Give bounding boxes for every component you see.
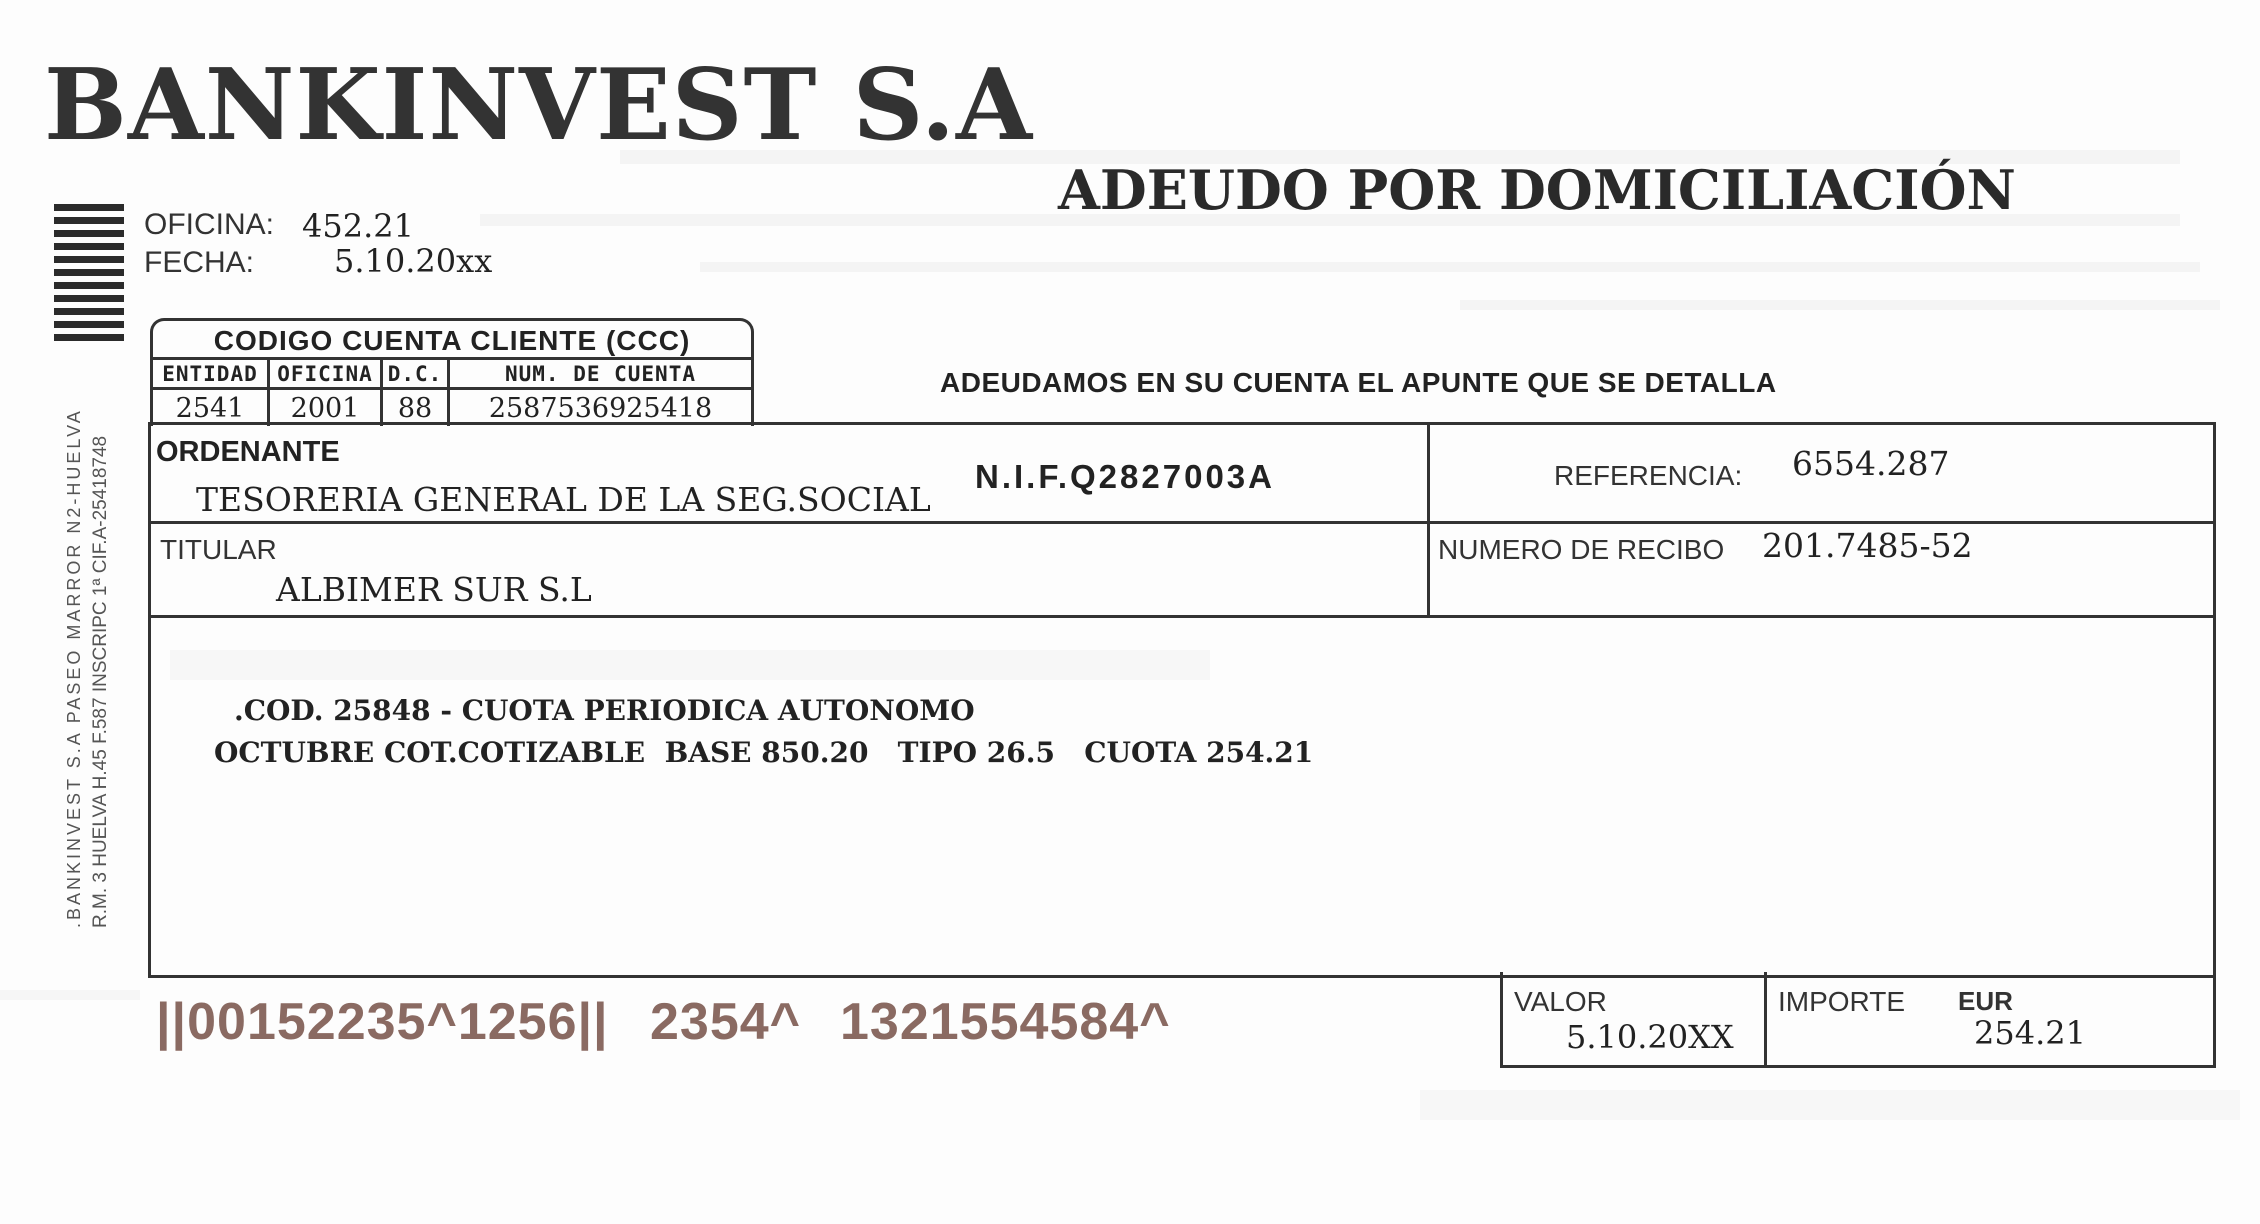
ccc-value-dc: 88	[383, 390, 450, 426]
ordenante-name: TESORERIA GENERAL DE LA SEG.SOCIAL	[196, 480, 931, 519]
oficina-value: 452.21	[302, 207, 414, 245]
oficina-label: OFICINA:	[144, 208, 275, 241]
bank-logo-name: BANKINVEST S.A	[44, 48, 1034, 163]
divider	[1427, 425, 1430, 618]
recibo-value: 201.7485-52	[1762, 526, 1973, 565]
valor-label: VALOR	[1514, 986, 1607, 1017]
side-address-line-1: .BANKINVEST S.A PASEO MARROR N2-HUELVA	[64, 408, 84, 928]
micr-code-part-1: ||00152235^1256||	[156, 993, 609, 1051]
concepto-line-2: OCTUBRE COT.COTIZABLE BASE 850.20 TIPO 26.5 CUOTA 254.21	[214, 736, 1314, 769]
concepto-line-1: .COD. 25848 - CUOTA PERIODICA AUTONOMO	[234, 694, 975, 727]
importe-label: IMPORTE	[1778, 986, 1906, 1017]
divider	[151, 521, 2213, 524]
document-title: ADEUDO POR DOMICILIACIÓN	[1058, 158, 2016, 222]
titular-name: ALBIMER SUR S.L	[276, 570, 592, 609]
ccc-box	[150, 318, 754, 426]
importe-value: 254.21	[1974, 1014, 2086, 1052]
importe-currency: EUR	[1958, 986, 2013, 1016]
ccc-title: CODIGO CUENTA CLIENTE (CCC)	[213, 325, 691, 356]
micr-code-part-2: 2354^	[650, 993, 802, 1051]
ordenante-label: ORDENANTE	[156, 436, 340, 468]
recibo-label: NUMERO DE RECIBO	[1438, 534, 1725, 565]
valor-value: 5.10.20XX	[1566, 1018, 1734, 1056]
ccc-header-num-cuenta: NUM. DE CUENTA	[450, 360, 751, 390]
fecha-value: 5.10.20xx	[334, 242, 493, 280]
ccc-value-entidad: 2541	[153, 390, 270, 426]
divider	[151, 615, 2213, 618]
ccc-grid	[153, 357, 751, 426]
side-address-line-2: R.M. 3 HUELVA H.45 F.587 INSCRIPC 1ª CIF.A-25418748	[90, 435, 111, 928]
micr-code-part-3: 1321554584^	[840, 993, 1171, 1051]
ordenante-nif: N.I.F.Q2827003A	[975, 458, 1275, 495]
ccc-value-oficina: 2001	[270, 390, 383, 426]
ccc-header-oficina: OFICINA	[270, 360, 383, 390]
notice-text: ADEUDAMOS EN SU CUENTA EL APUNTE QUE SE DETALLA	[940, 367, 1777, 398]
referencia-value: 6554.287	[1792, 444, 1950, 483]
divider	[1764, 972, 1767, 1065]
titular-label: TITULAR	[160, 534, 277, 565]
fecha-label: FECHA:	[144, 246, 255, 279]
referencia-label: REFERENCIA:	[1554, 460, 1743, 491]
ccc-header-dc: D.C.	[383, 360, 450, 390]
barcode-icon	[54, 204, 124, 342]
ccc-header-entidad: ENTIDAD	[153, 360, 270, 390]
ccc-value-num-cuenta: 2587536925418	[488, 392, 713, 424]
